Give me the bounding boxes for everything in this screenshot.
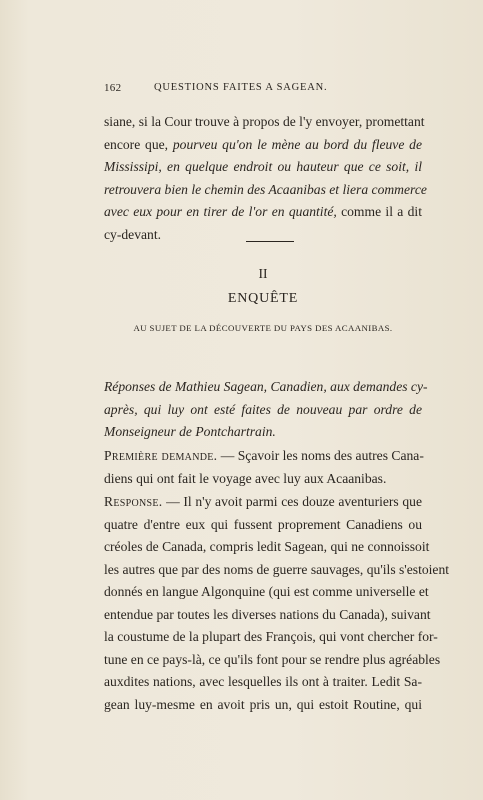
intro-paragraph: [104, 376, 428, 444]
section-subtitle: AU SUJET DE LA DÉCOUVERTE DU PAYS DES ACAANIBAS.: [133, 323, 393, 333]
text-line: quatre d'entre eux qui fussent proprement Canadiens ou: [104, 516, 422, 532]
section-number: II: [258, 266, 268, 281]
text-line: créoles de Canada, compris ledit Sagean, qui ne connoissoit: [104, 539, 430, 554]
question-label: Première demande.: [104, 448, 218, 463]
text-line: tune en ce pays-là, ce qu'ils font pour se rendre plus agréables: [104, 651, 441, 667]
text-line: siane, si la Cour trouve à propos de l'y envoyer, promettant: [104, 114, 425, 129]
text-line: Première demande. — Sçavoir les noms des autres Cana-: [104, 448, 424, 463]
section-divider: [246, 241, 294, 242]
text-line: Response. — Il n'y avoit parmi ces douze aventuriers que: [104, 494, 422, 509]
section-title: ENQUÊTE: [227, 291, 299, 306]
response-label: Response.: [104, 494, 163, 509]
running-title: QUESTIONS FAITES A SAGEAN.: [154, 82, 328, 93]
text-line: auxdites nations, avec lesquelles ils ont à traiter. Ledit Sa-: [104, 674, 422, 689]
text-line: diens qui ont fait le voyage avec luy aux Acaanibas.: [104, 470, 387, 486]
text-line: gean luy-mesme en avoit pris un, qui estoit Routine, qui: [104, 696, 422, 712]
text-line: la coustume de la plupart des François, qui vont chercher for-: [104, 629, 438, 644]
page-number: 162: [104, 82, 122, 94]
text-line: après, qui luy ont esté faites de nouveau par ordre de: [104, 401, 422, 417]
text-line: encore que, pourveu qu'on le mène au bord du fleuve de: [104, 136, 422, 152]
response-paragraph: [104, 491, 450, 716]
text-line: entendue par toutes les diverses nations du Canada), suivant: [104, 606, 431, 622]
text-line: Réponses de Mathieu Sagean, Canadien, aux demandes cy-: [104, 379, 428, 394]
question-paragraph: [104, 445, 422, 490]
paragraph-continuation: [104, 111, 427, 246]
text-line: Monseigneur de Pontchartrain.: [104, 424, 276, 439]
text-line: avec eux pour en tirer de l'or en quantité, comme il a dit: [104, 204, 422, 219]
text-line: cy-devant.: [104, 226, 161, 242]
text-line: les autres que par des noms de guerre sauvages, qu'ils s'estoient: [104, 561, 450, 577]
text-line: retrouvera bien le chemin des Acaanibas et liera commerce: [104, 181, 427, 197]
text-line: donnés en langue Algonquine (qui est comme universelle et: [104, 584, 429, 599]
text-line: Mississipi, en quelque endroit ou hauteur que ce soit, il: [104, 159, 422, 174]
